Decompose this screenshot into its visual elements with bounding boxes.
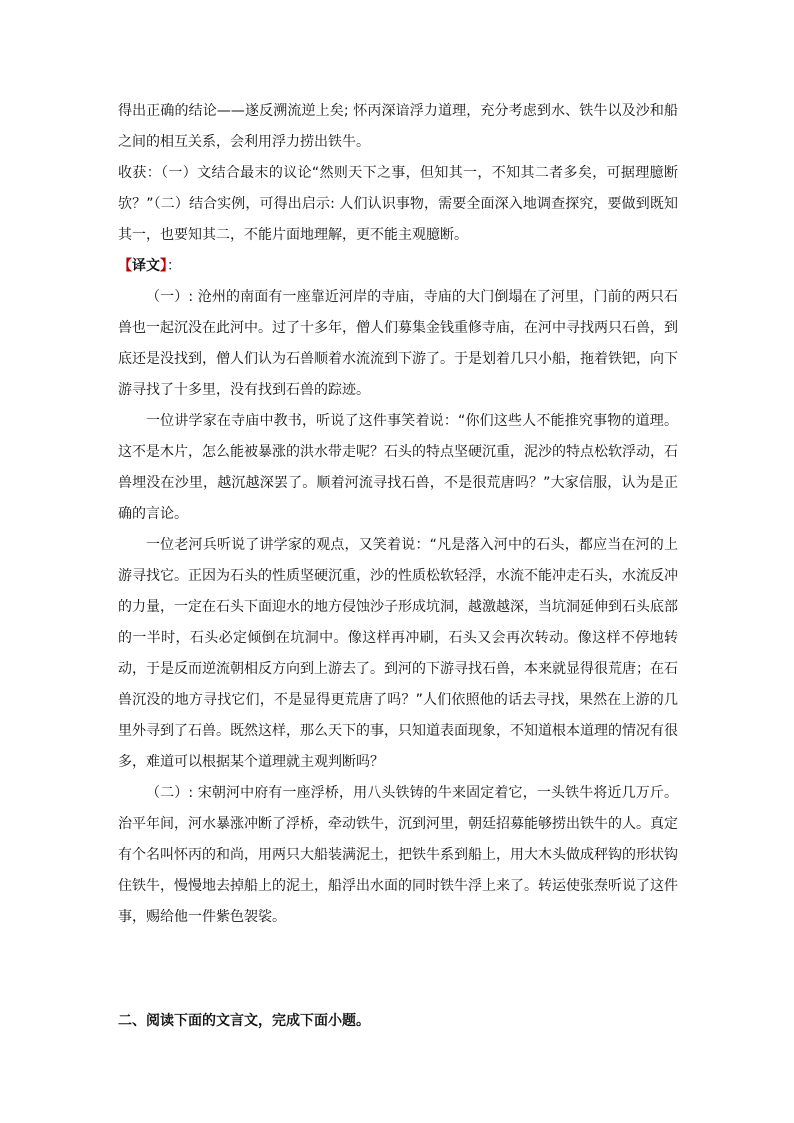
translation-paragraph-3: 一位老河兵听说了讲学家的观点，又笑着说：“凡是落入河中的石头，都应当在河的上游寻找它。正因为石头的性质坚硬沉重，沙的性质松软轻浮，水流不能冲走石头，水流反冲的力量，一定在石头下面迎水的地方侵蚀沙子形成坑洞，越激越深，当坑洞延伸到石头底部的一半时，石头必定倾倒在坑洞中。像这样再冲刷，石头又会再次转动。像这样不停地转动，于是反而逆流朝相反方向到上游去了。到河的下游寻找石兽，本来就显得很荒唐；在石兽沉没的地方寻找它们，不是显得更荒唐了吗？”人们依照他的话去寻找，果然在上游的几里外寻到了石兽。既然这样，那么天下的事，只知道表面现象，不知道根本道理的情况有很多，难道可以根据某个道理就主观判断吗？ [118,537,678,770]
next-section-heading: 二、阅读下面的文言文，完成下面小题。 [118,1013,370,1029]
translation-heading [118,251,678,282]
translation-paragraph-4: （二）: 宋朝河中府有一座浮桥，用八头铁铸的牛来固定着它，一头铁牛将近几万斤。治平年间，河水暴涨冲断了浮桥，牵动铁牛，沉到河里，朝廷招募能够捞出铁牛的人。真定有个名叫怀丙的和尚，用两只大船装满泥土，把铁牛系到船上，用大木头做成秤钩的形状钩住铁牛，慢慢地去掉船上的泥土，船浮出水面的同时铁牛浮上来了。转运使张焘听说了这件事，赐给他一件紫色袈裟。 [118,785,678,925]
document-body [118,96,678,933]
translation-paragraph-2: 一位讲学家在寺庙中教书，听说了这件事笑着说：“你们这些人不能推究事物的道理。这不是木片，怎么能被暴涨的洪水带走呢？石头的特点坚硬沉重，泥沙的特点松软浮动，石兽埋没在沙里，越沉越深罢了。顺着河流寻找石兽，不是很荒唐吗？”大家信服，认为是正确的言论。 [118,413,678,522]
translation-heading-colon: ： [167,258,181,274]
takeaway-paragraph: 收获：（一）文结合最末的议论“然则天下之事，但知其一，不知其二者多矣，可据理臆断欤？”（二）结合实例，可得出启示: 人们认识事物，需要全面深入地调查探究，要做到既知其一，也要知其二，不能片面地理解，更不能主观臆断。 [118,165,678,243]
conclusion-paragraph: 得出正确的结论——遂反溯流逆上矣; 怀丙深谙浮力道理，充分考虑到水、铁牛以及沙和船之间的相互关系，会利用浮力捞出铁牛。 [118,103,678,150]
translation-heading-open-bracket: 【 [118,258,132,274]
translation-heading-close-bracket: 】 [160,258,167,274]
translation-heading-label: 译文 [132,258,160,274]
translation-paragraph-1: （一）: 沧州的南面有一座靠近河岸的寺庙，寺庙的大门倒塌在了河里，门前的两只石兽也一起沉没在此河中。过了十多年，僧人们募集金钱重修寺庙，在河中寻找两只石兽，到底还是没找到，僧人们认为石兽顺着水流流到下游了。于是划着几只小船，拖着铁钯，向下游寻找了十多里，没有找到石兽的踪迹。 [118,289,678,398]
